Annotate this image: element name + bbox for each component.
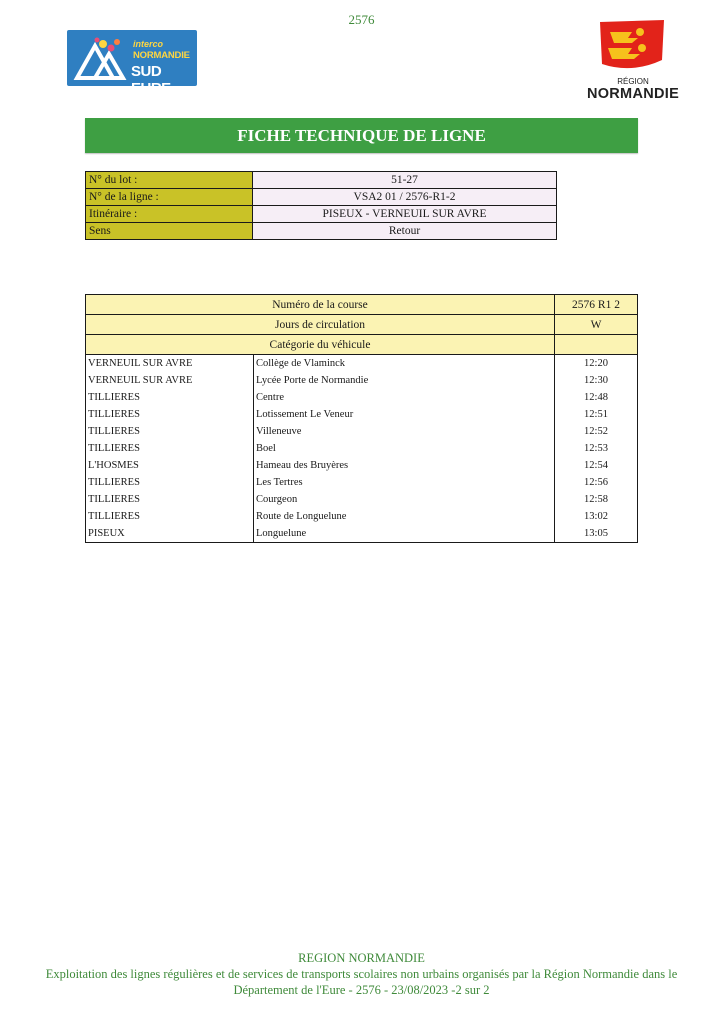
schedule-header-row <box>86 295 638 315</box>
stop-town: TILLIERES <box>86 440 254 457</box>
stop-town: TILLIERES <box>86 474 254 491</box>
interco-logo-line3: SUD EURE <box>131 63 171 97</box>
two-lions-flag-icon <box>596 20 668 74</box>
schedule-header-row <box>86 335 638 355</box>
stop-town: VERNEUIL SUR AVRE <box>86 372 254 389</box>
stop-name: Longuelune <box>254 525 555 543</box>
schedule-header-label: Catégorie du véhicule <box>86 335 555 355</box>
stop-name: Boel <box>254 440 555 457</box>
stop-town: TILLIERES <box>86 389 254 406</box>
stop-name: Collège de Vlaminck <box>254 355 555 373</box>
table-row <box>86 491 638 508</box>
info-row <box>86 172 557 189</box>
schedule-header-value <box>555 335 638 355</box>
page-footer <box>20 950 703 998</box>
schedule-header-value: W <box>555 315 638 335</box>
schedule-header-label: Numéro de la course <box>86 295 555 315</box>
stop-town: TILLIERES <box>86 508 254 525</box>
stop-time: 13:05 <box>555 525 638 543</box>
stop-name: Villeneuve <box>254 423 555 440</box>
schedule-table <box>85 294 638 543</box>
stop-time: 13:02 <box>555 508 638 525</box>
info-value: 51-27 <box>253 172 557 189</box>
stop-time: 12:53 <box>555 440 638 457</box>
schedule-header-value: 2576 R1 2 <box>555 295 638 315</box>
table-row <box>86 406 638 423</box>
info-label: N° de la ligne : <box>86 189 253 206</box>
footer-line1: REGION NORMANDIE <box>298 951 425 965</box>
schedule-header-row <box>86 315 638 335</box>
table-row <box>86 525 638 543</box>
stop-time: 12:56 <box>555 474 638 491</box>
table-row <box>86 372 638 389</box>
stop-time: 12:30 <box>555 372 638 389</box>
stop-town: VERNEUIL SUR AVRE <box>86 355 254 373</box>
table-row <box>86 389 638 406</box>
stop-name: Les Tertres <box>254 474 555 491</box>
document-title-banner: FICHE TECHNIQUE DE LIGNE <box>85 118 638 153</box>
schedule-header-label: Jours de circulation <box>86 315 555 335</box>
stop-time: 12:58 <box>555 491 638 508</box>
stop-name: Hameau des Bruyères <box>254 457 555 474</box>
interco-logo <box>67 30 197 97</box>
stop-time: 12:48 <box>555 389 638 406</box>
stop-name: Centre <box>254 389 555 406</box>
table-row <box>86 508 638 525</box>
footer-line3: Département de l'Eure - 2576 - 23/08/2023 -2 sur 2 <box>233 983 490 997</box>
stop-name: Route de Longuelune <box>254 508 555 525</box>
stop-name: Lotissement Le Veneur <box>254 406 555 423</box>
region-logo-line1: RÉGION <box>617 77 649 86</box>
stop-name: Courgeon <box>254 491 555 508</box>
page-number: 2576 <box>348 12 375 27</box>
stop-town: PISEUX <box>86 525 254 543</box>
interco-mark-icon <box>73 36 125 82</box>
info-row <box>86 189 557 206</box>
region-logo-line2: NORMANDIE <box>586 86 680 102</box>
info-row <box>86 206 557 223</box>
info-row <box>86 223 557 240</box>
interco-logo-line1: interco <box>133 39 164 49</box>
stop-time: 12:51 <box>555 406 638 423</box>
stop-time: 12:20 <box>555 355 638 373</box>
line-info-table <box>85 171 557 240</box>
interco-logo-line2: NORMANDIE <box>133 50 190 61</box>
table-row <box>86 440 638 457</box>
info-value: Retour <box>253 223 557 240</box>
info-label: N° du lot : <box>86 172 253 189</box>
region-normandie-logo <box>580 20 690 102</box>
stop-name: Lycée Porte de Normandie <box>254 372 555 389</box>
stop-time: 12:54 <box>555 457 638 474</box>
info-label: Itinéraire : <box>86 206 253 223</box>
footer-line2: Exploitation des lignes régulières et de services de transports scolaires non urbains organisés par la Région Normandie dans le <box>45 967 678 981</box>
stop-town: TILLIERES <box>86 423 254 440</box>
info-value: VSA2 01 / 2576-R1-2 <box>253 189 557 206</box>
stop-town: TILLIERES <box>86 491 254 508</box>
info-label: Sens <box>86 223 253 240</box>
table-row <box>86 355 638 373</box>
stop-town: L'HOSMES <box>86 457 254 474</box>
table-row <box>86 474 638 491</box>
info-value: PISEUX - VERNEUIL SUR AVRE <box>253 206 557 223</box>
stop-time: 12:52 <box>555 423 638 440</box>
stop-town: TILLIERES <box>86 406 254 423</box>
table-row <box>86 423 638 440</box>
table-row <box>86 457 638 474</box>
